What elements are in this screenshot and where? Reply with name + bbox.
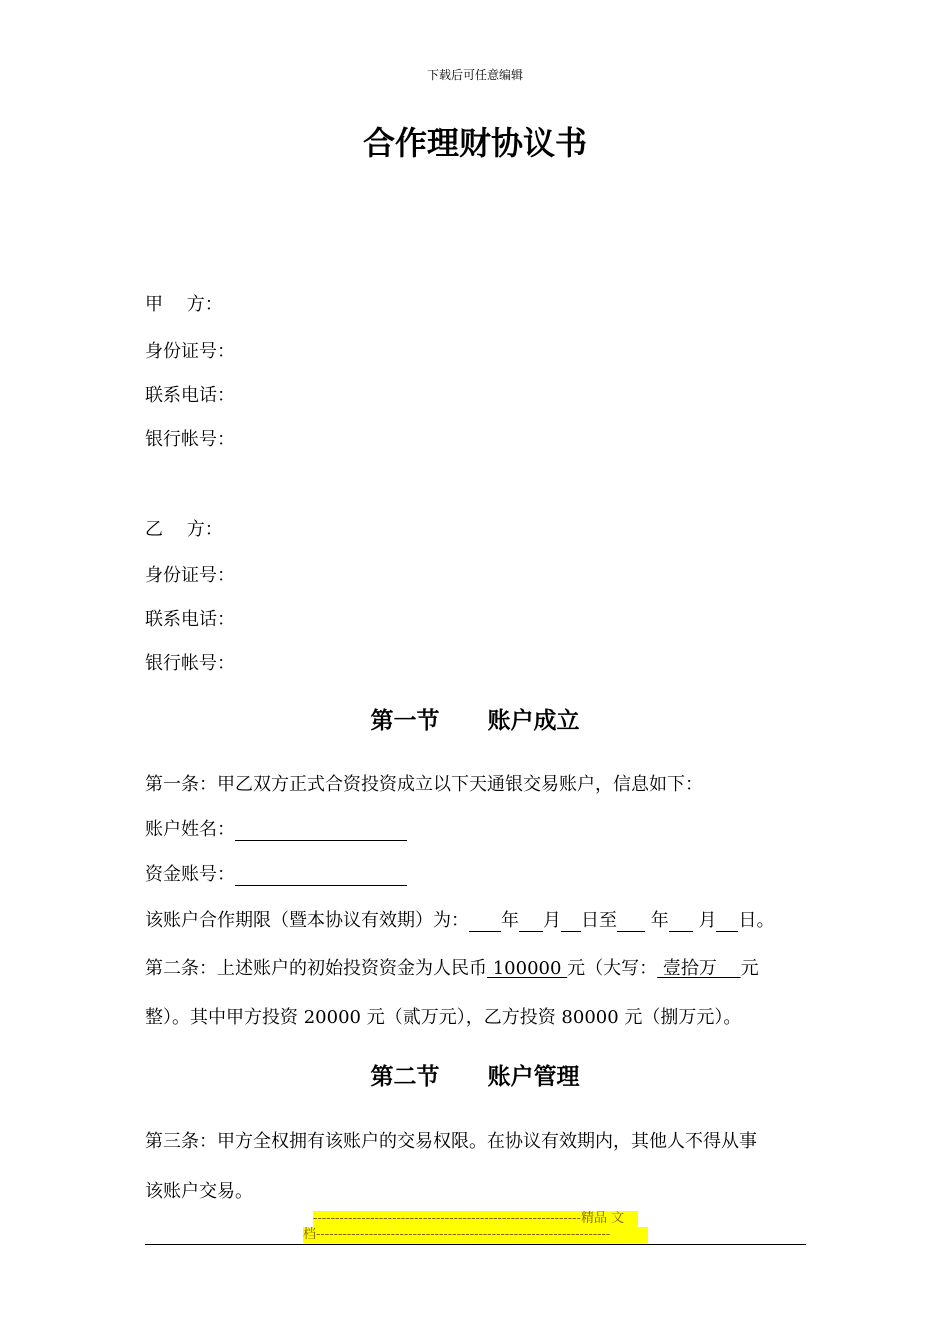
- year-label: 年: [501, 910, 519, 931]
- section-2-name: 账户管理: [487, 1064, 580, 1090]
- party-a-bank-label: 银行帐号：: [145, 429, 235, 450]
- party-b-bank-label: 银行帐号：: [145, 653, 235, 674]
- end-month-label: 月: [692, 910, 717, 931]
- party-b-phone-label: 联系电话：: [145, 609, 235, 630]
- article-3-line-1: 第三条：甲方全权拥有该账户的交易权限。在协议有效期内，其他人不得从事: [145, 1131, 757, 1152]
- article-2-end: 元: [740, 958, 759, 979]
- party-b-id-label: 身份证号：: [145, 565, 235, 586]
- end-day-blank: [716, 911, 738, 932]
- account-name-row: [145, 815, 407, 841]
- investment-amount-words: 壹拾万: [657, 958, 741, 979]
- fund-account-label: 资金账号：: [145, 864, 235, 885]
- footer-divider: [145, 1244, 806, 1245]
- section-2-number: 第二节: [370, 1064, 440, 1090]
- investment-amount: 100000: [487, 958, 568, 979]
- day-end-label: 日。: [738, 910, 775, 931]
- section-2-heading: [0, 1058, 950, 1091]
- party-a-phone-label: 联系电话：: [145, 385, 235, 406]
- article-3-line-2: 该账户交易。: [145, 1181, 253, 1202]
- period-row: [145, 906, 774, 932]
- start-day-blank: [561, 911, 581, 932]
- period-prefix: 该账户合作期限（暨本协议有效期）为：: [145, 910, 469, 931]
- download-note: 下载后可任意编辑: [426, 68, 523, 82]
- article-2-prefix: 第二条：上述账户的初始投资资金为人民币: [145, 958, 487, 979]
- account-name-label: 账户姓名：: [145, 819, 235, 840]
- footer-banner-line-1: -------------------------------------------------------------精品 文: [313, 1211, 638, 1227]
- section-1-number: 第一节: [370, 708, 440, 734]
- day-to-label: 日至: [581, 910, 617, 931]
- article-1: 第一条：甲乙双方正式合资投资成立以下天通银交易账户，信息如下：: [145, 774, 703, 795]
- document-title: 合作理财协议书: [362, 124, 587, 162]
- party-b-label: 乙 方：: [145, 519, 223, 540]
- party-a-label: 甲 方：: [145, 294, 223, 315]
- start-month-blank: [519, 911, 543, 932]
- end-year-label: 年: [645, 910, 669, 931]
- start-year-blank: [469, 911, 501, 932]
- fund-account-row: [145, 860, 407, 886]
- fund-account-blank: [235, 865, 407, 886]
- article-2-line-2: 整）。其中甲方投资 20000 元（贰万元），乙方投资 80000 元（捌万元）。: [145, 1007, 742, 1028]
- end-month-blank: [669, 911, 693, 932]
- month-label: 月: [543, 910, 561, 931]
- footer-banner-line-2: 档-------------------------------------------------------------------: [303, 1227, 648, 1243]
- article-2-line-1: [145, 954, 759, 980]
- end-year-blank: [617, 911, 645, 932]
- party-a-id-label: 身份证号：: [145, 341, 235, 362]
- section-1-name: 账户成立: [487, 708, 580, 734]
- section-1-heading: [0, 702, 950, 735]
- account-name-blank: [235, 820, 407, 841]
- article-2-mid: 元（大写：: [567, 958, 658, 979]
